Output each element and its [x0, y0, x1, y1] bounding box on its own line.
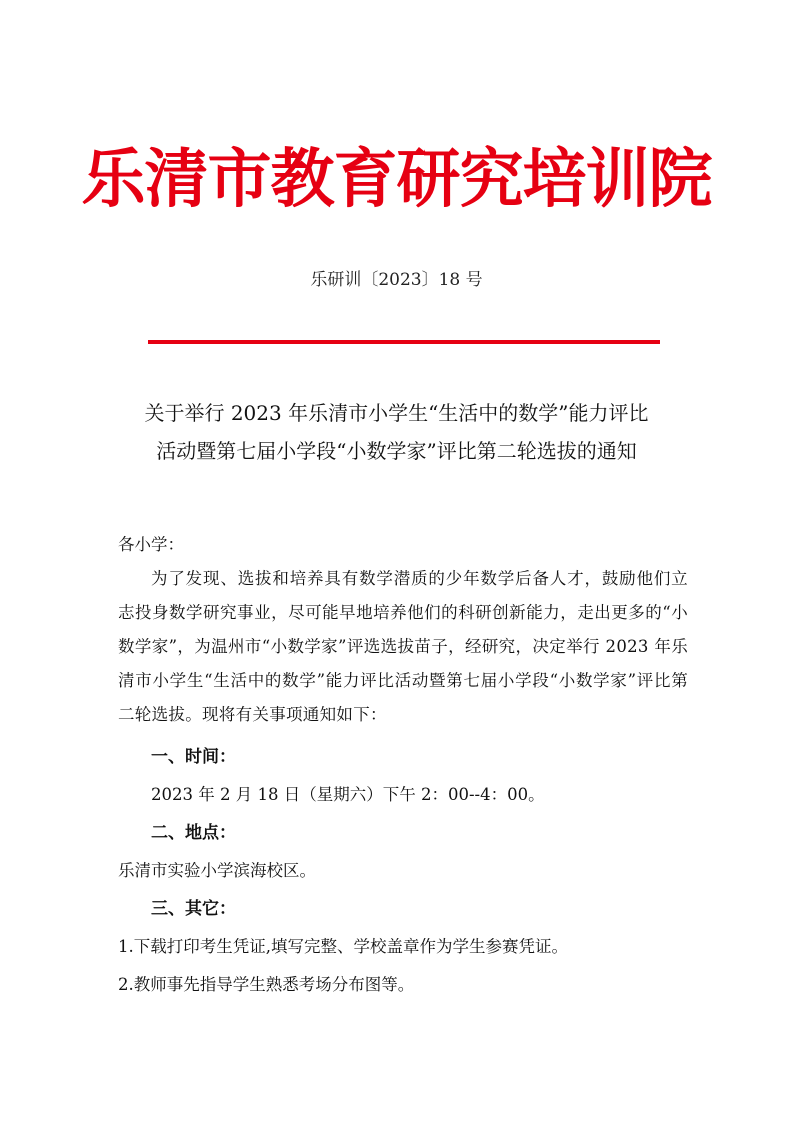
- section-heading-other: 三、其它：: [151, 899, 236, 919]
- section-other-line-1: 1.下载打印考生凭证,填写完整、学校盖章作为学生参赛凭证。: [118, 937, 568, 956]
- masthead-org-name: 乐清市教育研究培训院: [81, 142, 712, 217]
- section-location-line: 乐清市实验小学滨海校区。: [118, 861, 316, 880]
- section-time-line: 2023 年 2 月 18 日（星期六）下午 2：00--4：00。: [151, 785, 545, 804]
- notice-title: [90, 394, 703, 470]
- section-other-line-2: 2.教师事先指导学生熟悉考场分布图等。: [118, 975, 415, 994]
- notice-body: [118, 528, 688, 1004]
- notice-title-line-1: 关于举行 2023 年乐清市小学生“生活中的数学”能力评比: [144, 401, 649, 425]
- notice-title-line-2: 活动暨第七届小学段“小数学家”评比第二轮选拔的通知: [156, 439, 637, 463]
- document-number: 乐研训〔2023〕18 号: [310, 270, 483, 290]
- salutation: 各小学：: [118, 535, 184, 554]
- section-heading-location: 二、地点：: [151, 823, 236, 843]
- red-divider-line: [148, 340, 660, 344]
- intro-paragraph: 为了发现、选拔和培养具有数学潜质的少年数学后备人才，鼓励他们立志投身数学研究事业，尽可能早地培养他们的科研创新能力，走出更多的“小数学家”，为温州市“小数学家”评选选拔苗子，经研究，决定举行 2023 年乐清市小学生“生活中的数学”能力评比活动暨第七届小学段“小数学家”评比第二轮选拔。现将有关事项通知如下：: [118, 569, 688, 724]
- section-heading-time: 一、时间：: [151, 747, 236, 767]
